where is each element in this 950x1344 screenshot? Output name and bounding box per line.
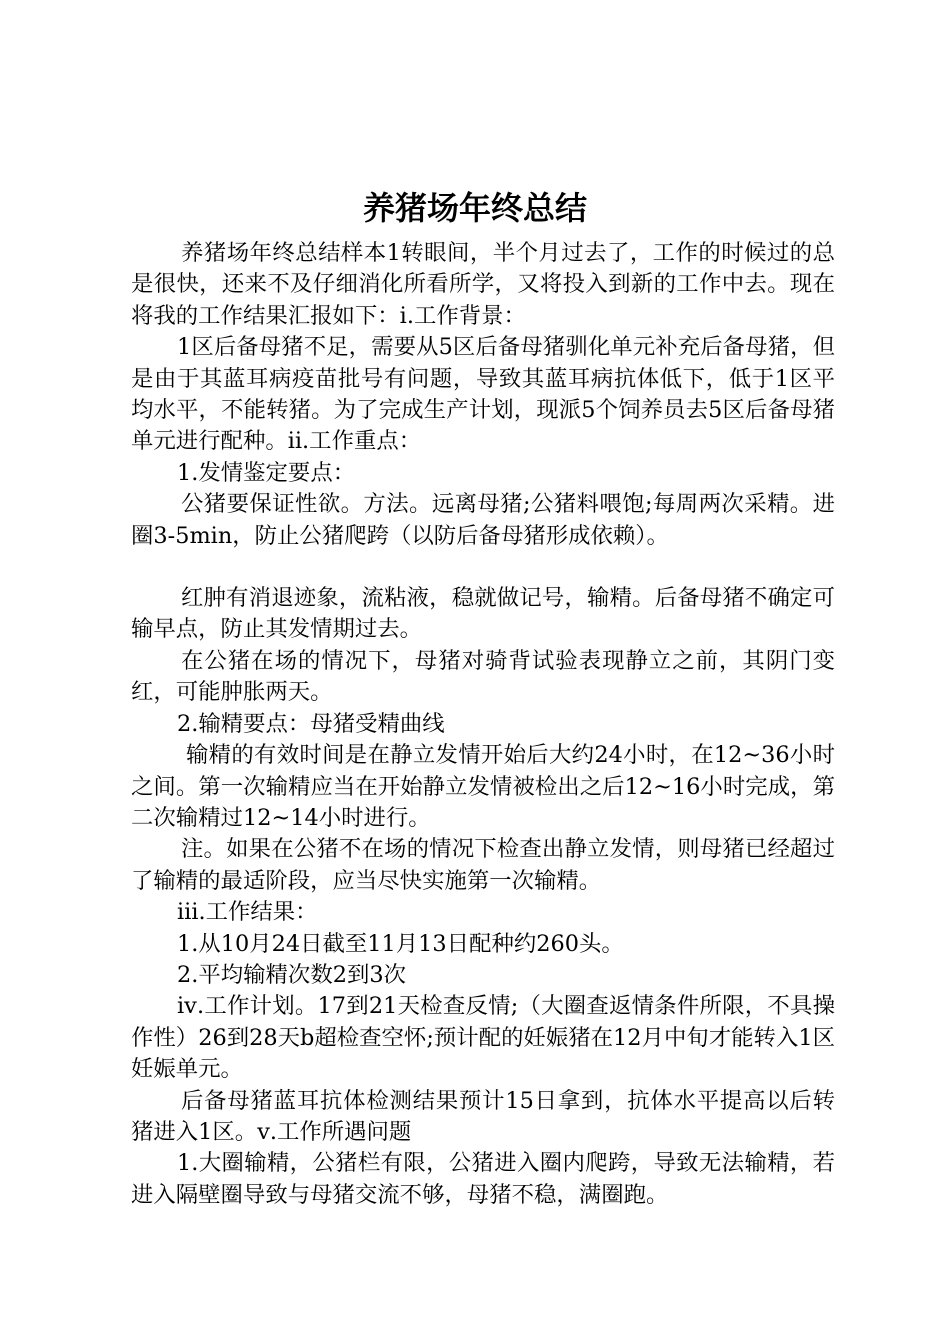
paragraph: 后备母猪蓝耳抗体检测结果预计15日拿到，抗体水平提高以后转猪进入1区。ⅴ.工作所遇问题 xyxy=(131,1087,835,1145)
document-title: 养猪场年终总结 xyxy=(362,189,587,227)
paragraph: 公猪要保证性欲。方法。远离母猪;公猪料喂饱;每周两次采精。进圈3-5min，防止公猪爬跨（以防后备母猪形成依赖）。 xyxy=(131,491,835,549)
paragraph: 1区后备母猪不足，需要从5区后备母猪驯化单元补充后备母猪，但是由于其蓝耳病疫苗批号有问题，导致其蓝耳病抗体低下，低于1区平均水平，不能转猪。为了完成生产计划，现派5个饲养员去5区后备母猪单元进行配种。ⅱ.工作重点： xyxy=(131,334,835,455)
paragraph: 2.平均输精次数2到3次 xyxy=(177,961,406,988)
paragraph: ⅳ.工作计划。17到21天检查反情;（大圈查返情条件所限，不具操作性）26到28天b超检查空怀;预计配的妊娠猪在12月中旬才能转入1区妊娠单元。 xyxy=(131,993,835,1083)
paragraph: 1.大圈输精，公猪栏有限，公猪进入圈内爬跨，导致无法输精，若进入隔壁圈导致与母猪交流不够，母猪不稳，满圈跑。 xyxy=(131,1150,835,1208)
blank-line xyxy=(131,552,835,583)
paragraph: 养猪场年终总结样本1转眼间，半个月过去了，工作的时候过的总是很快，还来不及仔细消化所看所学，又将投入到新的工作中去。现在将我的工作结果汇报如下：ⅰ.工作背景： xyxy=(131,240,835,329)
paragraph: 1.从10月24日截至11月13日配种约260头。 xyxy=(177,930,624,957)
paragraph: 1.发情鉴定要点： xyxy=(177,459,356,486)
paragraph: ⅲ.工作结果： xyxy=(177,899,318,926)
paragraph: 红肿有消退迹象，流粘液，稳就做记号，输精。后备母猪不确定可输早点，防止其发情期过去。 xyxy=(131,585,835,643)
paragraph: 输精的有效时间是在静立发情开始后大约24小时，在12~36小时之间。第一次输精应当在开始静立发情被检出之后12~16小时完成，第二次输精过12~14小时进行。 xyxy=(131,742,835,831)
paragraph: 注。如果在公猪不在场的情况下检查出静立发情，则母猪已经超过了输精的最适阶段，应当尽快实施第一次输精。 xyxy=(131,836,835,894)
paragraph: 2.输精要点：母猪受精曲线 xyxy=(177,710,445,737)
paragraph: 在公猪在场的情况下，母猪对骑背试验表现静立之前，其阴门变红，可能肿胀两天。 xyxy=(131,647,835,706)
document-body xyxy=(131,238,835,1211)
